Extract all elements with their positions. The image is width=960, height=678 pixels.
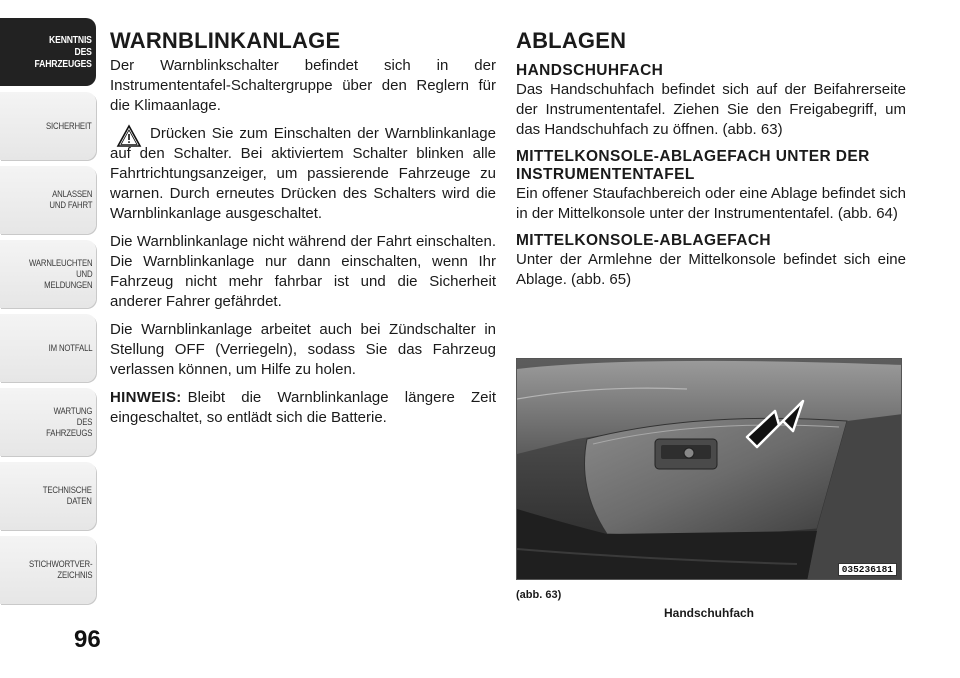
tab-im-notfall[interactable] (0, 314, 96, 382)
text-mittelkonsole: Unter der Armlehne der Mittelkonsole befindet sich eine Ablage. (abb. 65) (516, 251, 906, 288)
page-number: 96 (74, 626, 101, 653)
figure-code: 035236181 (838, 563, 897, 576)
tab-label: TECHNISCHE DATEN (42, 485, 92, 507)
paragraph-3: Die Warnblinkanlage arbeitet auch bei Zündschalter in Stellung OFF (Verriegeln), sodass Sie das Fahrzeug verlassen können, um Hilfe zu holen. (110, 321, 496, 378)
paragraph-2: Die Warnblinkanlage nicht während der Fahrt einschalten. Die Warnblinkanlage nur dann einschalten, wenn Ihr Fahrzeug nicht mehr fahrbar ist und die Sicherheit anderer Fahrer gefährdet. (110, 233, 496, 310)
note-text: Bleibt die Warnblinkanlage längere Zeit eingeschaltet, so entlädt sich die Batterie. (110, 389, 496, 426)
heading-mittelkonsole: MITTELKONSOLE-ABLAGEFACH (516, 232, 772, 249)
tab-label: WARTUNG DES FAHRZEUGS (45, 405, 92, 439)
left-column (110, 28, 496, 436)
text-handschuhfach: Das Handschuhfach befindet sich auf der Beifahrerseite der Instrumententafel. Ziehen Sie den Freigabegriff, um das Handschuhfach zu öffnen. (abb. 63) (516, 81, 906, 138)
warning-block (110, 124, 496, 224)
tab-wartung-des-fahrzeugs[interactable] (0, 388, 96, 456)
tab-label: STICHWORTVER- ZEICHNIS (28, 559, 92, 581)
tab-warnleuchten-und-meldungen[interactable] (0, 240, 96, 308)
tab-label: SICHERHEIT (46, 120, 92, 132)
text-mittelkonsole-unter: Ein offener Staufachbereich oder eine Ablage befindet sich in der Mittelkonsole unter der Instrumententafel. (abb. 64) (516, 185, 906, 222)
tab-technische-daten[interactable] (0, 462, 96, 530)
right-column (516, 28, 906, 298)
intro-paragraph: Der Warnblinkschalter befindet sich in der Instrumententafel-Schaltergruppe über den Reglern für die Klimaanlage. (110, 57, 496, 114)
figure-caption: Handschuhfach (663, 606, 754, 620)
glovebox-illustration (517, 359, 902, 580)
warning-triangle-icon (116, 124, 142, 148)
tab-stichwortverzeichnis[interactable] (0, 536, 96, 604)
figure-reference: (abb. 63) (516, 589, 562, 601)
heading-mittelkonsole-unter: MITTELKONSOLE-ABLAGEFACH UNTER DER INSTRUMENTENTAFEL (516, 148, 870, 183)
tab-kenntnis-des-fahrzeuges[interactable] (0, 18, 96, 86)
tab-label: WARNLEUCHTEN UND MELDUNGEN (28, 257, 92, 291)
tab-label: ANLASSEN UND FAHRT (49, 189, 92, 211)
tab-sicherheit[interactable] (0, 92, 96, 160)
tab-anlassen-und-fahrt[interactable] (0, 166, 96, 234)
tab-label: KENNTNIS DES FAHRZEUGES (34, 34, 92, 70)
section-title-warnblinkanlage: WARNBLINKANLAGE (110, 28, 341, 53)
warning-text: Drücken Sie zum Einschalten der Warnblinkanlage auf den Schalter. Bei aktiviertem Schalter blinken alle Fahrtrichtungsanzeiger, um passierende Fahrzeuge zu warnen. Durch erneutes Drücken des Schalters wird die Warnblinkanlage ausgeschaltet. (110, 125, 496, 222)
heading-handschuhfach: HANDSCHUHFACH (516, 62, 664, 79)
glovebox-photo (516, 358, 902, 580)
section-title-ablagen: ABLAGEN (516, 28, 627, 53)
note-label: HINWEIS: (110, 389, 182, 406)
note-paragraph (110, 388, 496, 428)
tab-label: IM NOTFALL (48, 342, 92, 354)
